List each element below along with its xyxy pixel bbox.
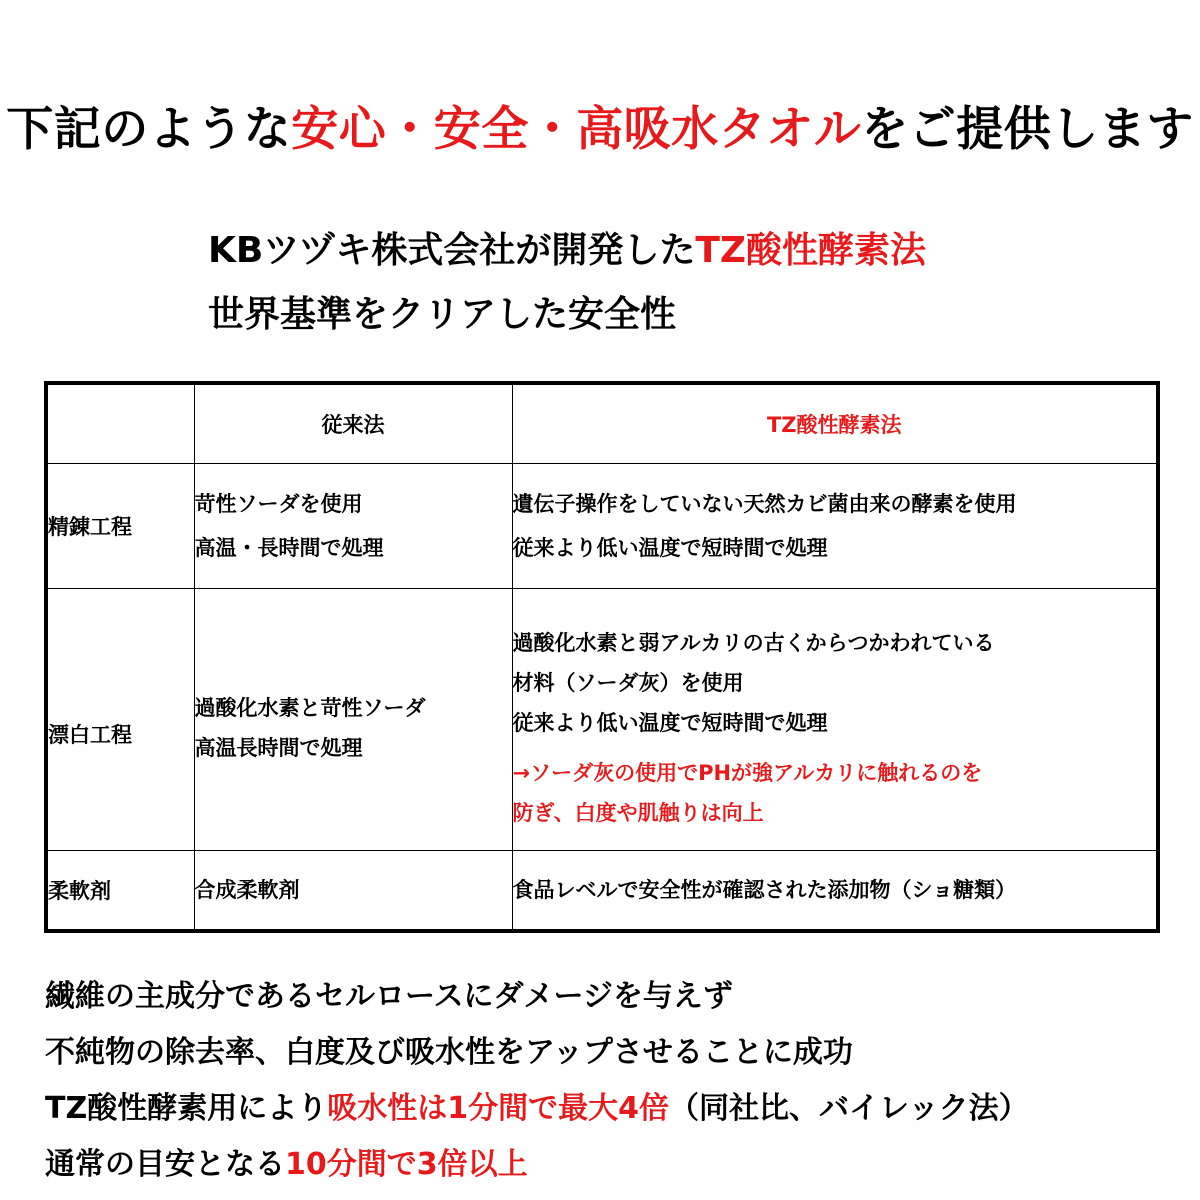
tz-line: 従来より低い温度で短時間で処理 xyxy=(512,711,828,735)
footer-line1: 繊維の主成分であるセルロースにダメージを与えず xyxy=(45,979,733,1014)
tz-line: 材料（ソーダ灰）を使用 xyxy=(512,671,744,695)
tz-cell xyxy=(512,463,1158,588)
table-row xyxy=(46,850,1158,931)
tz-line: 遺伝子操作をしていない天然カビ菌由来の酵素を使用 xyxy=(512,491,1017,516)
row-label: 柔軟剤 xyxy=(46,850,194,931)
table-header-row xyxy=(46,383,1158,463)
row-label-text: 漂白工程 xyxy=(48,723,132,747)
tz-note-line: 防ぎ、白度や肌触りは向上 xyxy=(512,801,764,825)
tz-line: 食品レベルで安全性が確認された添加物（ショ糖類） xyxy=(512,877,1017,902)
headline-pre: 下記のような xyxy=(6,102,292,157)
tz-cell xyxy=(512,850,1158,931)
conventional-line: 合成柔軟剤 xyxy=(194,877,300,902)
tz-line: 従来より低い温度で短時間で処理 xyxy=(512,535,828,560)
footer-line3-highlight: 吸水性は1分間で最大4倍 xyxy=(327,1091,669,1126)
header-cell-empty xyxy=(46,383,194,463)
tz-note-line: →ソーダ灰の使用でPHが強アルカリに触れるのを xyxy=(512,761,983,785)
footer-line3 xyxy=(45,1083,1029,1127)
subheading-line1-highlight: TZ酸性酵素法 xyxy=(695,230,927,271)
footer-line3-pre: TZ酸性酵素用により xyxy=(45,1091,328,1126)
conventional-cell xyxy=(194,588,512,850)
footer-line2: 不純物の除去率、白度及び吸水性をアップさせることに成功 xyxy=(45,1035,853,1070)
headline-highlight: 安心・安全・高吸水タオル xyxy=(291,102,862,157)
footer-line4-pre: 通常の目安となる xyxy=(45,1147,285,1182)
table-row xyxy=(46,588,1158,850)
conventional-cell xyxy=(194,850,512,931)
conventional-line: 苛性ソーダを使用 xyxy=(194,491,363,516)
subheading-line1-pre: KBツヅキ株式会社が開発した xyxy=(208,230,696,271)
subheading-line1 xyxy=(208,222,926,273)
footer-line4-highlight: 10分間で3倍以上 xyxy=(285,1147,528,1182)
headline-post: をご提供します xyxy=(861,102,1194,157)
comparison-table xyxy=(44,381,1160,933)
tz-note xyxy=(513,753,1157,833)
headline xyxy=(0,92,1200,159)
tz-cell xyxy=(512,588,1158,850)
header-cell-tz: TZ酸性酵素法 xyxy=(512,383,1158,463)
conventional-line: 過酸化水素と苛性ソーダ xyxy=(194,696,426,720)
tz-line: 過酸化水素と弱アルカリの古くからつかわれている xyxy=(512,631,995,655)
footer-line3-post: （同社比、バイレック法） xyxy=(668,1091,1029,1126)
conventional-line: 高温・長時間で処理 xyxy=(194,535,384,560)
table-row xyxy=(46,463,1158,588)
row-label: 精錬工程 xyxy=(46,463,194,588)
conventional-line: 高温長時間で処理 xyxy=(194,736,363,760)
header-cell-conventional: 従来法 xyxy=(194,383,512,463)
row-label xyxy=(46,588,194,850)
subheading-line2: 世界基準をクリアした安全性 xyxy=(208,294,677,335)
conventional-cell xyxy=(194,463,512,588)
footer-line4 xyxy=(45,1139,528,1183)
